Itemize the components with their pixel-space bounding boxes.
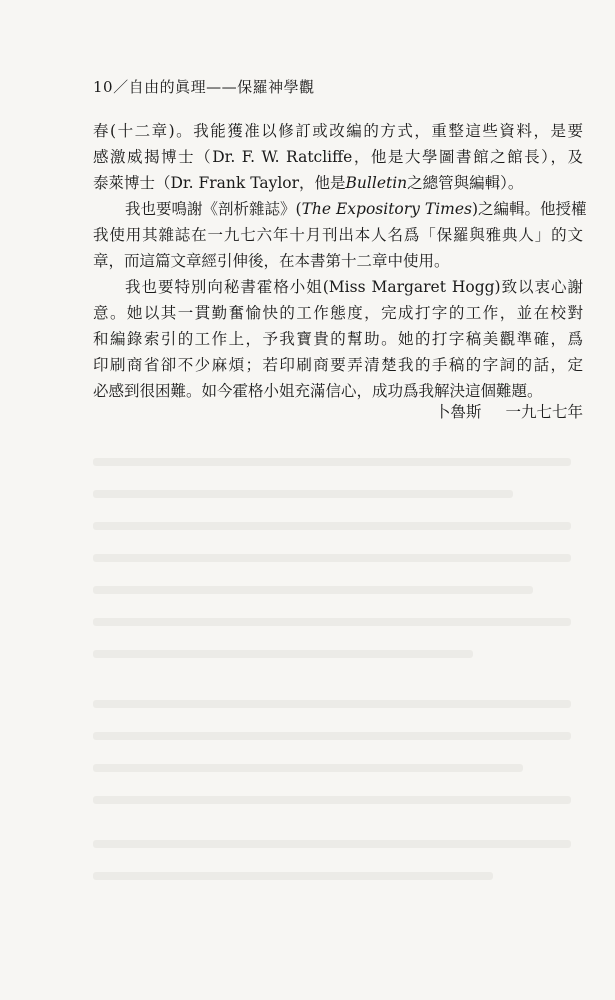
header-separator: ／ (113, 78, 129, 96)
show-through-line (93, 554, 571, 562)
text-line: 泰萊博士（Dr. Frank Taylor，他是Bulletin之總管與編輯）。 (93, 174, 524, 192)
show-through-line (93, 840, 571, 848)
show-through-line (93, 732, 571, 740)
show-through-line (93, 872, 493, 880)
signature-author: 卜魯斯 (434, 403, 482, 421)
body-text (93, 118, 587, 404)
show-through-line (93, 490, 513, 498)
show-through-line (93, 796, 571, 804)
paragraph-1 (93, 118, 583, 196)
page-number: 10 (93, 78, 114, 96)
text-line: 章，而這篇文章經引伸後，在本書第十二章中使用。 (93, 252, 450, 270)
book-title: 自由的眞理——保羅神學觀 (128, 78, 315, 96)
show-through-line (93, 586, 533, 594)
paragraph-2 (93, 196, 587, 274)
signature (435, 400, 583, 422)
show-through-line (93, 764, 523, 772)
text-line: 我使用其雜誌在一九七六年十月刊出本人名爲「保羅與雅典人」的文 (93, 226, 583, 244)
text-line: 印刷商省卻不少麻煩；若印刷商要弄清楚我的手稿的字詞的話，定 (93, 356, 583, 374)
show-through-line (93, 522, 571, 530)
text-line: 我也要鳴謝《剖析雜誌》(The Expository Times)之編輯。他授權 (125, 200, 587, 218)
text-line: 感激威揭博士（Dr. F. W. Ratcliffe，他是大學圖書館之館長），及 (93, 148, 583, 166)
show-through-line (93, 700, 571, 708)
show-through-line (93, 618, 571, 626)
paragraph-3 (93, 274, 583, 404)
text-line: 我也要特別向秘書霍格小姐(Miss Margaret Hogg)致以衷心謝 (125, 278, 583, 296)
text-line: 和編錄索引的工作上，予我寶貴的幫助。她的打字稿美觀準確，爲 (93, 330, 583, 348)
signature-year: 一九七七年 (505, 403, 583, 421)
running-header (93, 76, 315, 97)
italic-title: The Expository Times (301, 200, 472, 218)
text-line: 必感到很困難。如今霍格小姐充滿信心，成功爲我解決這個難題。 (93, 382, 543, 400)
text-line: 春(十二章)。我能獲准以修訂或改編的方式，重整這些資料，是要 (93, 122, 583, 140)
text-line: 意。她以其一貫勤奮愉快的工作態度，完成打字的工作，並在校對 (93, 304, 583, 322)
show-through-line (93, 458, 571, 466)
italic-title: Bulletin (345, 174, 408, 192)
show-through-line (93, 650, 473, 658)
